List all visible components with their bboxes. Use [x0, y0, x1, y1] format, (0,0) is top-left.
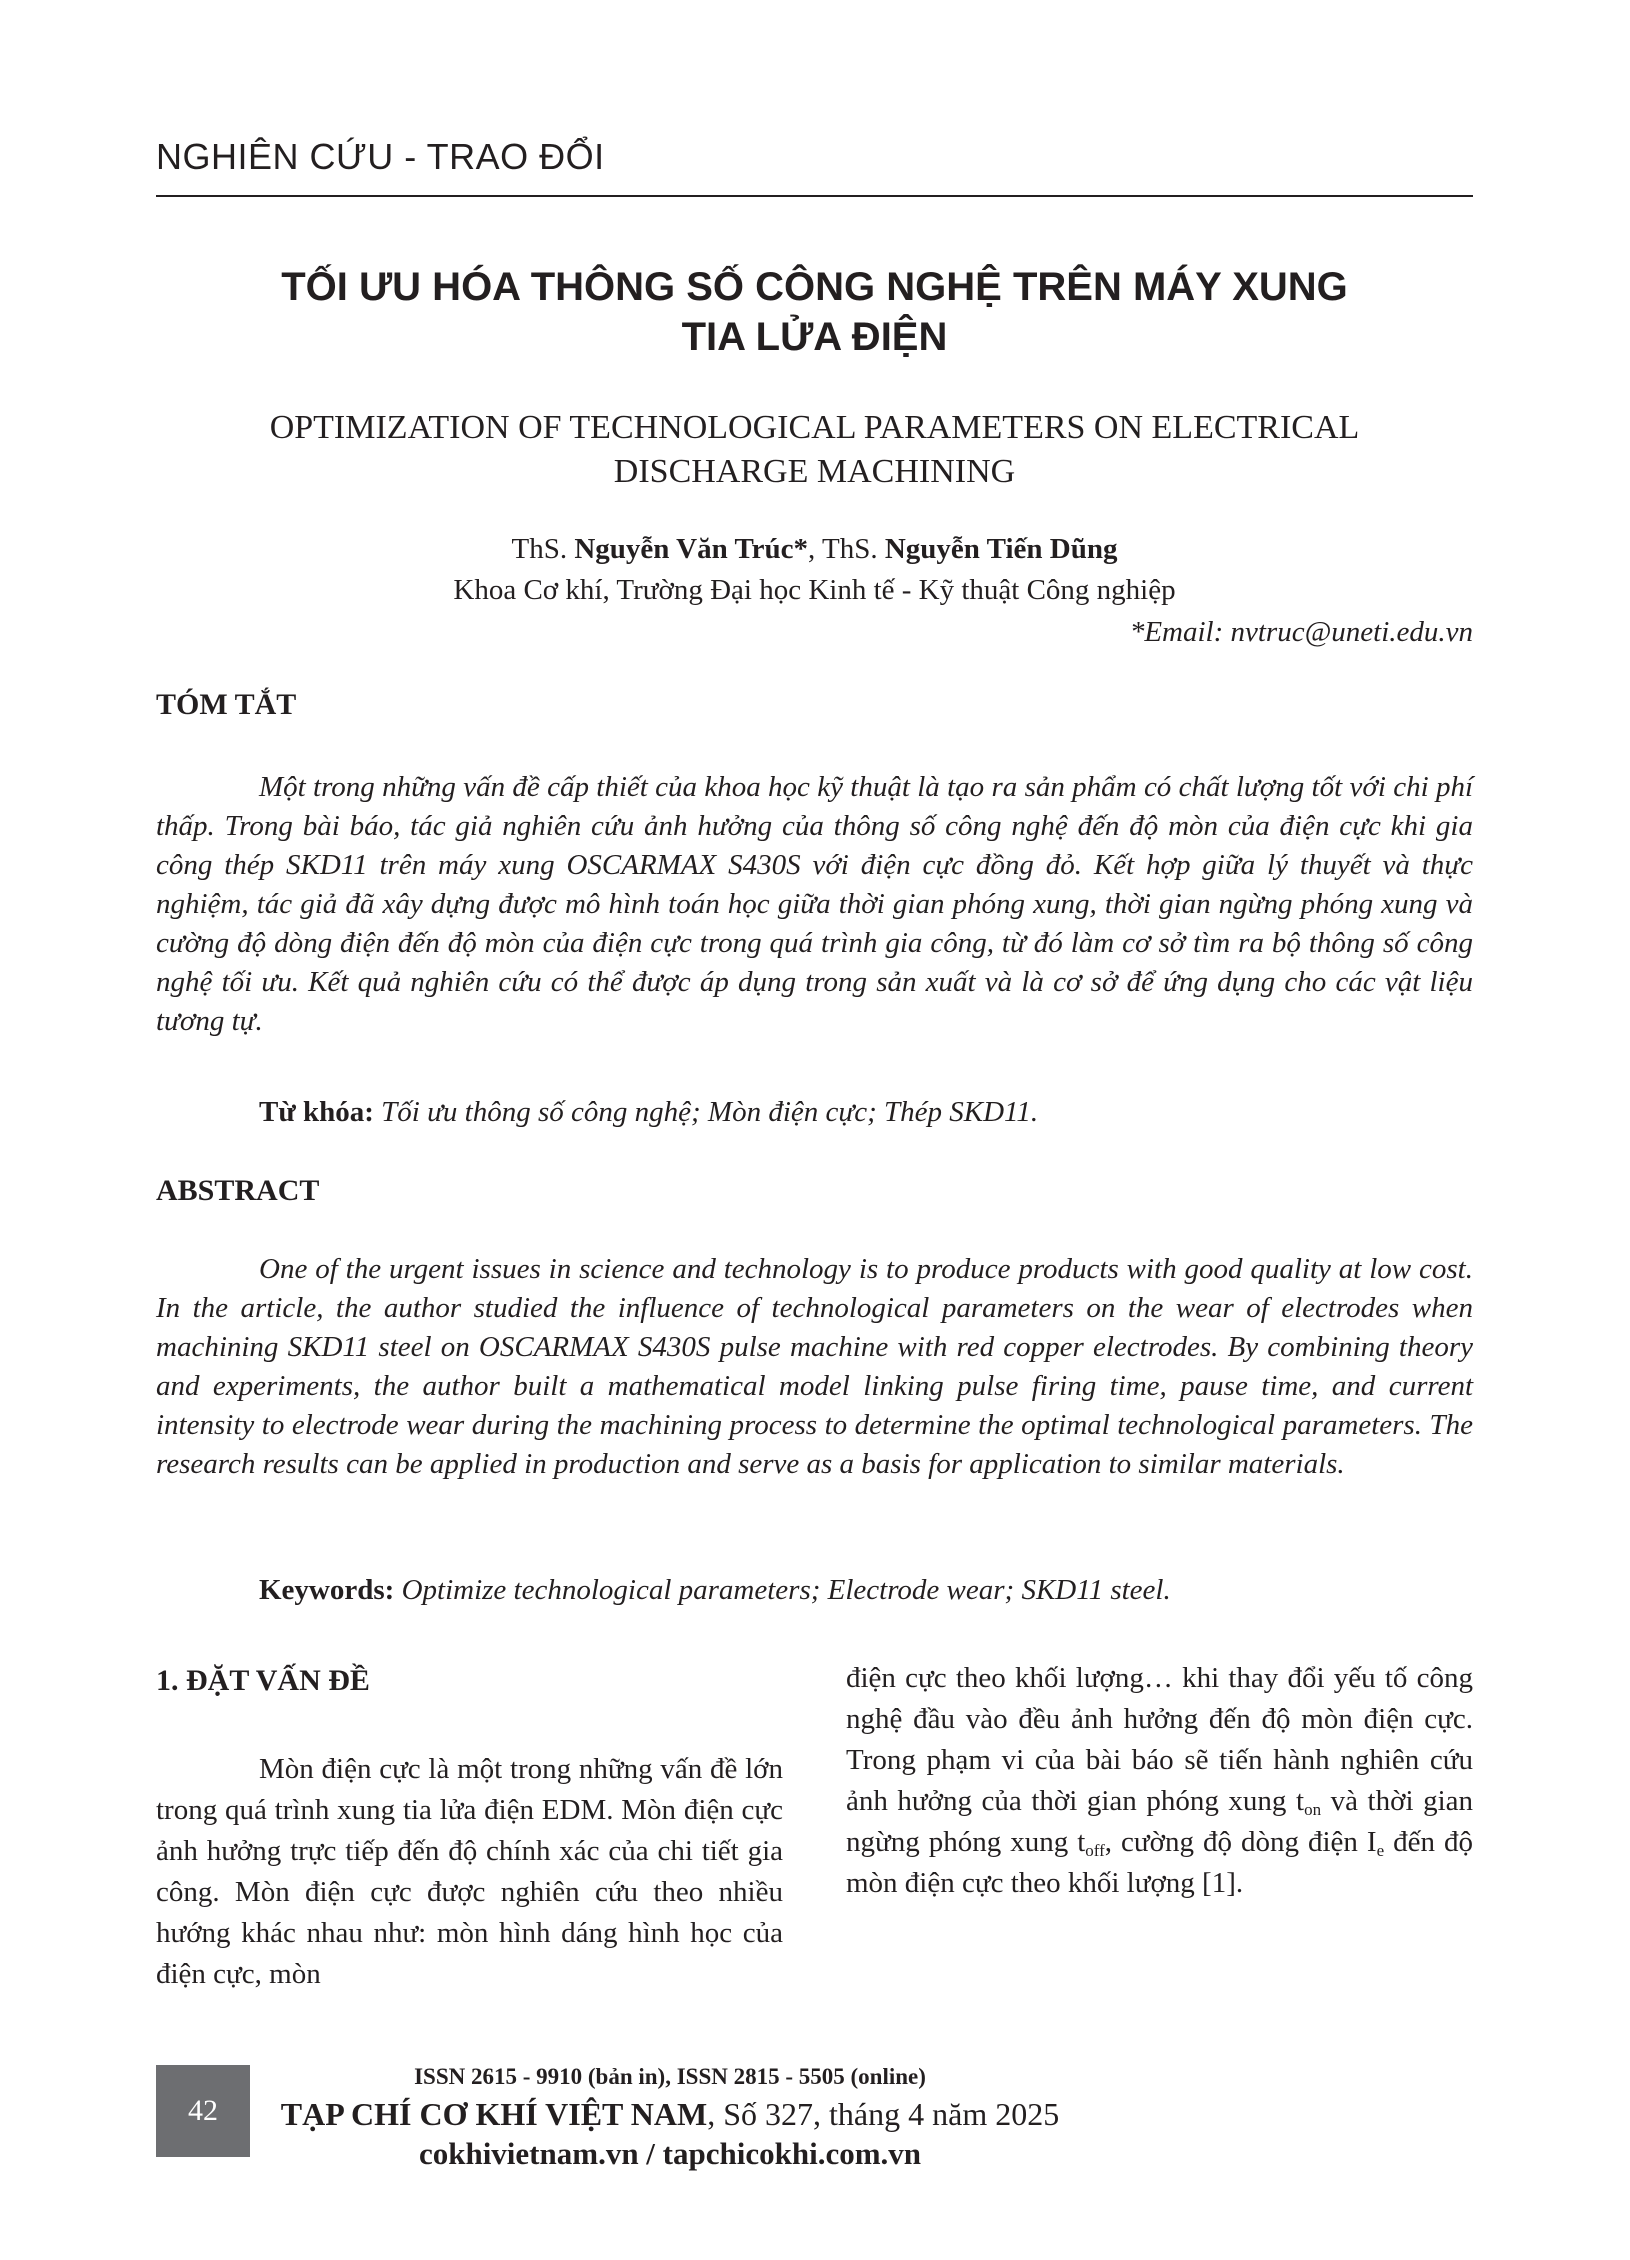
author-1-name: Nguyễn Văn Trúc*	[574, 533, 809, 565]
footer-websites: cokhivietnam.vn / tapchicokhi.com.vn	[418, 2136, 922, 2171]
right-column-text-d: đến độ mòn điện cực theo khối lượng [1].	[846, 1826, 1473, 1899]
english-keywords	[259, 1574, 1171, 1607]
footer-issn: ISSN 2615 - 9910 (bản in), ISSN 2815 - 5505 (online)	[414, 2064, 926, 2089]
vietnamese-keywords-label: Từ khóa:	[259, 1096, 374, 1128]
author-line	[156, 533, 1473, 566]
author-1-title: ThS.	[511, 533, 575, 565]
english-title	[156, 406, 1473, 494]
right-column-text-b: và thời gian ngừng phóng xung t	[846, 1785, 1474, 1858]
english-keywords-label: Keywords:	[259, 1574, 395, 1606]
section-header: NGHIÊN CỨU - TRAO ĐỔI	[156, 136, 605, 177]
english-keywords-text: Optimize technological parameters; Electrode wear; SKD11 steel.	[394, 1574, 1171, 1606]
vietnamese-title-line-2: TIA LỬA ĐIỆN	[681, 315, 948, 359]
abstract-heading: ABSTRACT	[156, 1174, 320, 1207]
footer-journal	[260, 2096, 1080, 2133]
journal-name: TẠP CHÍ CƠ KHÍ VIỆT NAM	[280, 2096, 708, 2132]
affiliation: Khoa Cơ khí, Trường Đại học Kinh tế - Kỹ thuật Công nghiệp	[453, 574, 1176, 606]
corresponding-email: *Email: nvtruc@uneti.edu.vn	[1129, 616, 1473, 648]
summary-paragraph: Một trong những vấn đề cấp thiết của khoa học kỹ thuật là tạo ra sản phẩm có chất lượng tốt với chi phí thấp. Trong bài báo, tác giả nghiên cứu ảnh hưởng của thông số công nghệ đến độ mòn của điện cực khi gia công thép SKD11 trên máy xung OSCARMAX S430S với điện cực đồng đỏ. Kết hợp giữa lý thuyết và thực nghiệm, tác giả đã xây dựng được mô hình toán học giữa thời gian phóng xung, thời gian ngừng phóng xung và cường độ dòng điện đến độ mòn của điện cực trong quá trình gia công, từ đó làm cơ sở tìm ra bộ thông số công nghệ tối ưu. Kết quả nghiên cứu có thể được áp dụng trong sản xuất và là cơ sở để ứng dụng cho các vật liệu tương tự.	[156, 771, 1473, 1037]
subscript-off: off	[1085, 1841, 1105, 1860]
english-title-line-2: DISCHARGE MACHINING	[613, 453, 1016, 490]
right-column-text-a: điện cực theo khối lượng… khi thay đổi yếu tố công nghệ đầu vào đều ảnh hưởng đến độ mòn điện cực. Trong phạm vi của bài báo sẽ tiến hành nghiên cứu ảnh hưởng của thời gian phóng xung t	[846, 1662, 1473, 1817]
author-2-name: Nguyễn Tiến Dũng	[884, 533, 1118, 565]
section-1-left-column: Mòn điện cực là một trong những vấn đề lớn trong quá trình xung tia lửa điện EDM. Mòn điện cực ảnh hưởng trực tiếp đến độ chính xác của chi tiết gia công. Mòn điện cực được nghiên cứu theo nhiều hướng khác nhau như: mòn hình dáng hình học của điện cực, mòn	[156, 1753, 783, 1990]
journal-issue: , Số 327, tháng 4 năm 2025	[707, 2096, 1060, 2132]
vietnamese-title-line-1: TỐI ƯU HÓA THÔNG SỐ CÔNG NGHỆ TRÊN MÁY XUNG	[281, 265, 1348, 309]
vietnamese-keywords-text: Tối ưu thông số công nghệ; Mòn điện cực; Thép SKD11.	[373, 1096, 1039, 1128]
subscript-e: e	[1376, 1841, 1385, 1860]
abstract-paragraph: One of the urgent issues in science and technology is to produce products with good quality at low cost. In the article, the author studied the influence of technological parameters on the wear of electrodes when machining SKD11 steel on OSCARMAX S430S pulse machine with red copper electrodes. By combining theory and experiments, the author built a mathematical model linking pulse firing time, pause time, and current intensity to electrode wear during the machining process to determine the optimal technological parameters. The research results can be applied in production and serve as a basis for application to similar materials.	[156, 1253, 1473, 1480]
summary-heading: TÓM TẮT	[156, 688, 297, 721]
author-separator: , ThS.	[808, 533, 885, 565]
header-divider	[156, 195, 1473, 197]
section-1-heading: 1. ĐẶT VẤN ĐỀ	[156, 1664, 370, 1697]
page-number: 42	[156, 2065, 250, 2157]
english-title-line-1: OPTIMIZATION OF TECHNOLOGICAL PARAMETERS ON ELECTRICAL	[269, 409, 1360, 446]
section-1-right-column	[846, 1658, 1473, 1904]
subscript-on: on	[1304, 1800, 1322, 1819]
vietnamese-keywords	[259, 1096, 1038, 1129]
right-column-text-c: , cường độ dòng điện I	[1104, 1826, 1377, 1858]
vietnamese-title	[156, 262, 1473, 362]
